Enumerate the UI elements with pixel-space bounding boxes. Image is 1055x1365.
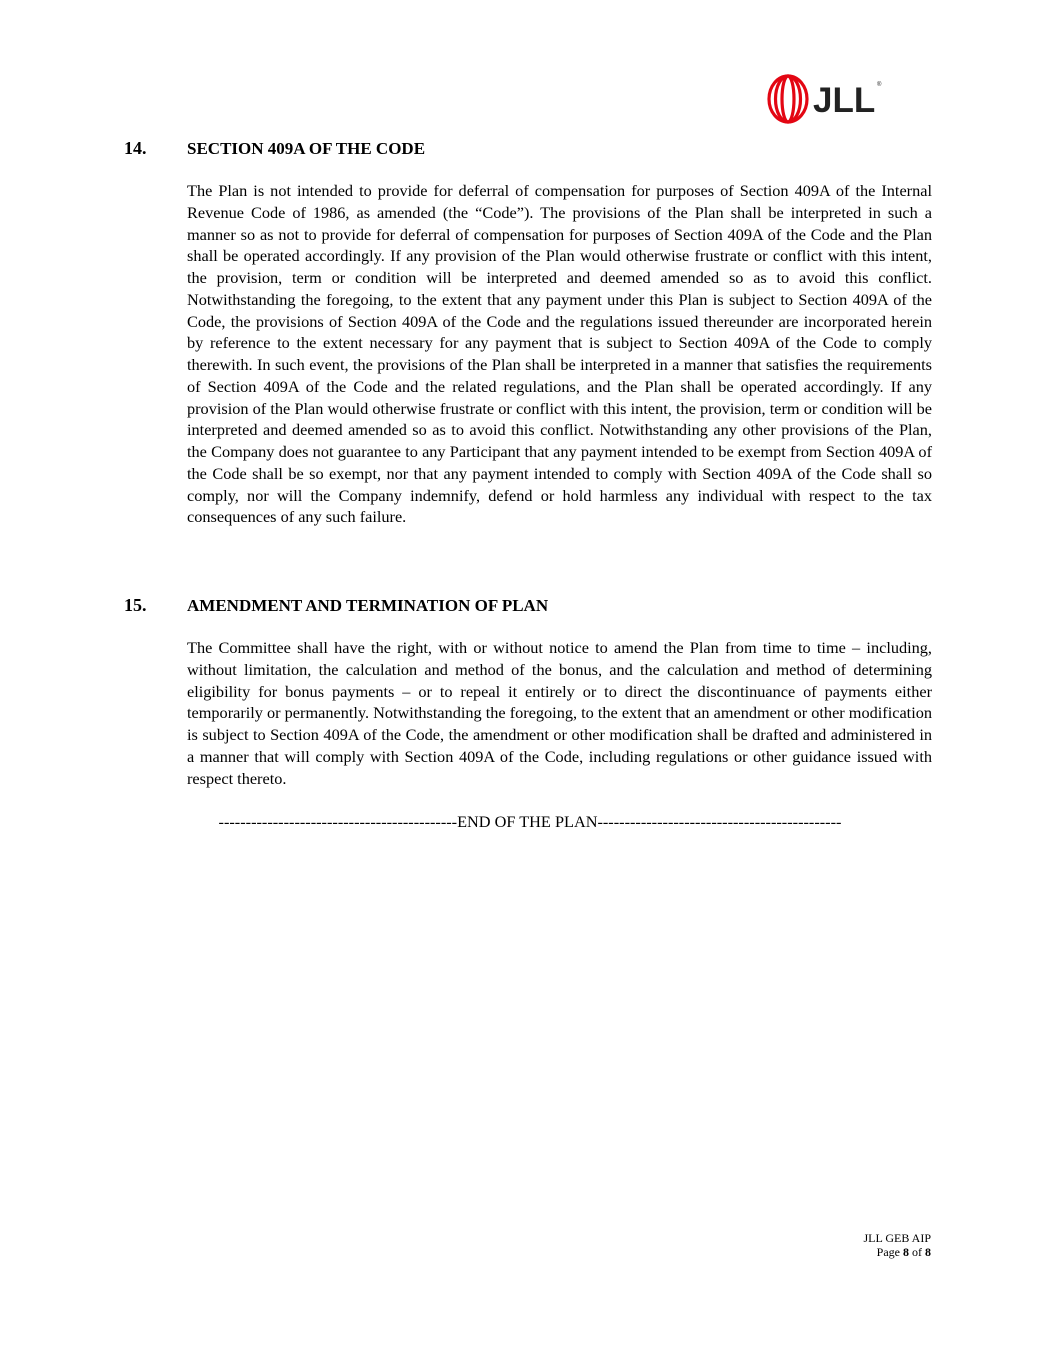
- jll-logo-icon: [766, 74, 884, 124]
- svg-text:®: ®: [877, 82, 882, 88]
- section-number: 15.: [124, 595, 147, 615]
- footer-page-number: Page 8 of 8: [876, 1245, 931, 1259]
- logo-wordmark: JLL: [813, 81, 876, 120]
- section-15-body: The Committee shall have the right, with or without notice to amend the Plan from time to time – including, without limitation, the calculation and method of the bonus, and the calculation and method of determining eligibility for bonus payments – or to repeal it entirely or to direct the discontinuance of payments either temporarily or permanently. Notwithstanding the foregoing, to the extent that an amendment or other modification is subject to Section 409A of the Code, the amendment or other modification shall be drafted and administered in a manner that will comply with Section 409A of the Code, including regulations or other guidance issued with respect thereto.: [187, 638, 932, 788]
- jll-logo: [766, 74, 884, 124]
- section-number: 14.: [124, 138, 147, 158]
- section-14-body: The Plan is not intended to provide for deferral of compensation for purposes of Section 409A of the Internal Revenue Code of 1986, as amended (the “Code”). The provisions of the Plan shall be interpreted in such a manner so as not to provide for deferral of compensation for purposes of Section 409A of the Code and the Plan shall be operated accordingly. If any provision of the Plan would otherwise frustrate or conflict with this intent, the provision, term or condition will be interpreted and deemed amended so as to avoid this conflict. Notwithstanding the foregoing, to the extent that any payment under this Plan is subject to Section 409A of the Code, the provisions of Section 409A of the Code and the regulations issued thereunder are incorporated herein by reference to the extent necessary for any payment that is subject to Section 409A of the Code to comply therewith. In such event, the provisions of the Plan shall be interpreted in a manner that satisfies the requirements of Section 409A of the Code and the related regulations, and the Plan shall be operated accordingly. If any provision of the Plan would otherwise frustrate or conflict with this intent, the provision, term or condition will be interpreted and deemed amended so as to avoid this conflict. Notwithstanding any other provisions of the Plan, the Company does not guarantee to any Participant that any payment intended to be exempt from Section 409A of the Code shall be so exempt, nor that any payment intended to comply with Section 409A of the Code shall so comply, nor will the Company indemnify, defend or hold harmless any individual with respect to the tax consequences of any such failure.: [187, 181, 932, 527]
- section-title: SECTION 409A OF THE CODE: [187, 139, 426, 158]
- end-of-plan-marker: --------------------------------------------END OF THE PLAN---------------------------------------------: [218, 812, 842, 831]
- footer-doc-id: JLL GEB AIP: [863, 1231, 931, 1245]
- section-title: AMENDMENT AND TERMINATION OF PLAN: [187, 596, 549, 615]
- page-footer: [863, 1231, 931, 1259]
